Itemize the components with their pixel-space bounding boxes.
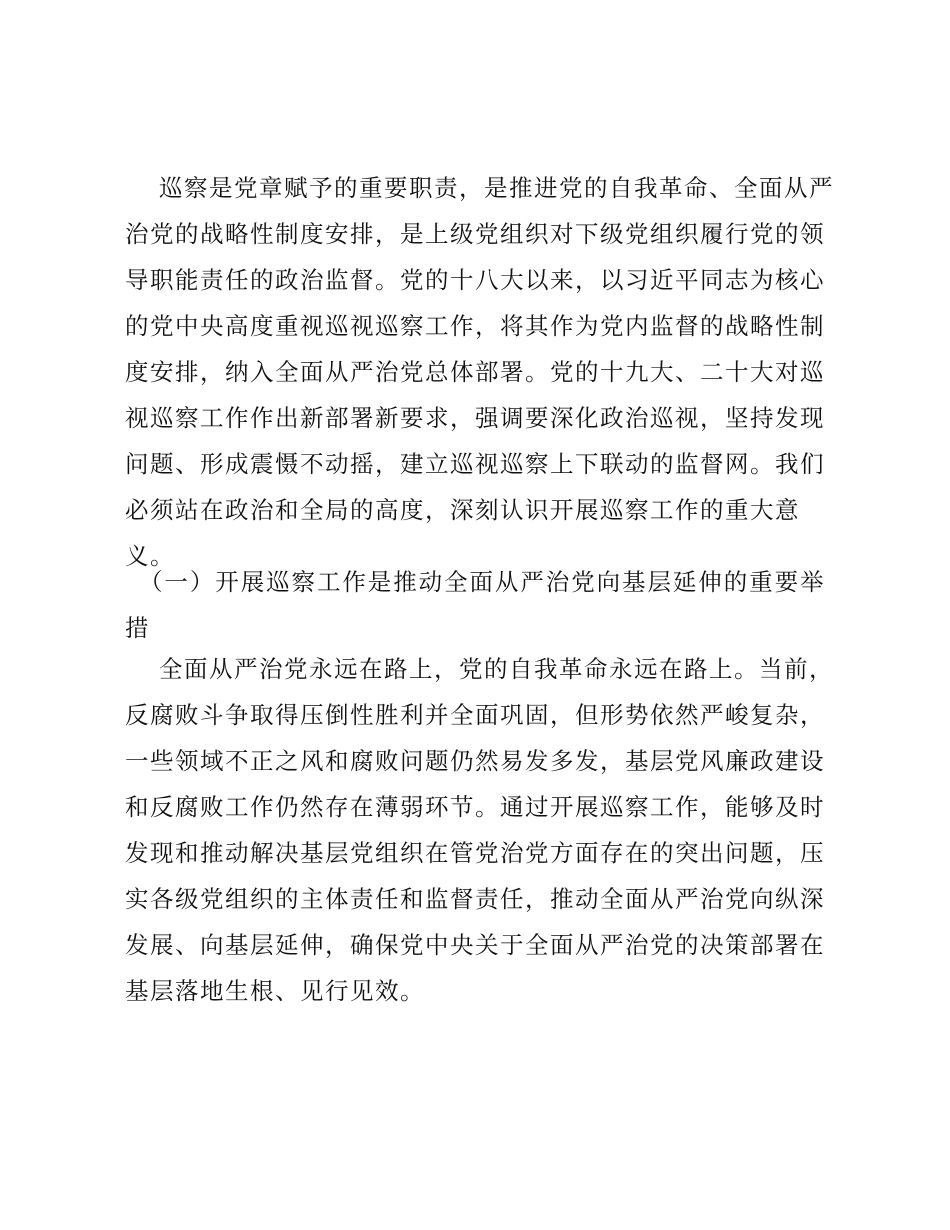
heading-line: （一）开展巡察工作是推动全面从严治党向基层延伸的重要举 <box>139 568 825 596</box>
paragraph-line: 视巡察工作作出新部署新要求，强调要深化政治巡视，坚持发现 <box>125 404 825 432</box>
paragraph-intro <box>125 165 834 579</box>
paragraph-section-body <box>125 646 834 1014</box>
paragraph-line: 基层落地生根、见行见效。 <box>125 977 425 1005</box>
paragraph-line: 度安排，纳入全面从严治党总体部署。党的十九大、二十大对巡 <box>125 358 825 386</box>
paragraph-line: 导职能责任的政治监督。党的十八大以来，以习近平同志为核心 <box>125 266 825 294</box>
paragraph-line: 治党的战略性制度安排，是上级党组织对下级党组织履行党的领 <box>125 220 825 248</box>
paragraph-line: 问题、形成震慑不动摇，建立巡视巡察上下联动的监督网。我们 <box>125 450 825 478</box>
paragraph-line: 义。 <box>125 542 175 570</box>
paragraph-line: 全面从严治党永远在路上，党的自我革命永远在路上。当前， <box>159 655 834 683</box>
paragraph-line: 实各级党组织的主体责任和监督责任，推动全面从严治党向纵深 <box>125 885 825 913</box>
paragraph-line: 反腐败斗争取得压倒性胜利并全面巩固，但形势依然严峻复杂， <box>125 701 825 729</box>
paragraph-line: 一些领域不正之风和腐败问题仍然易发多发，基层党风廉政建设 <box>125 747 825 775</box>
paragraph-line: 的党中央高度重视巡视巡察工作，将其作为党内监督的战略性制 <box>125 312 825 340</box>
paragraph-line: 发现和推动解决基层党组织在管党治党方面存在的突出问题，压 <box>125 839 825 867</box>
section-heading <box>125 559 825 651</box>
paragraph-line: 巡察是党章赋予的重要职责，是推进党的自我革命、全面从严 <box>159 174 834 202</box>
paragraph-line: 和反腐败工作仍然存在薄弱环节。通过开展巡察工作，能够及时 <box>125 793 825 821</box>
paragraph-line: 发展、向基层延伸，确保党中央关于全面从严治党的决策部署在 <box>125 931 825 959</box>
paragraph-line: 必须站在政治和全局的高度，深刻认识开展巡察工作的重大意 <box>125 496 800 524</box>
heading-line: 措 <box>125 614 150 642</box>
